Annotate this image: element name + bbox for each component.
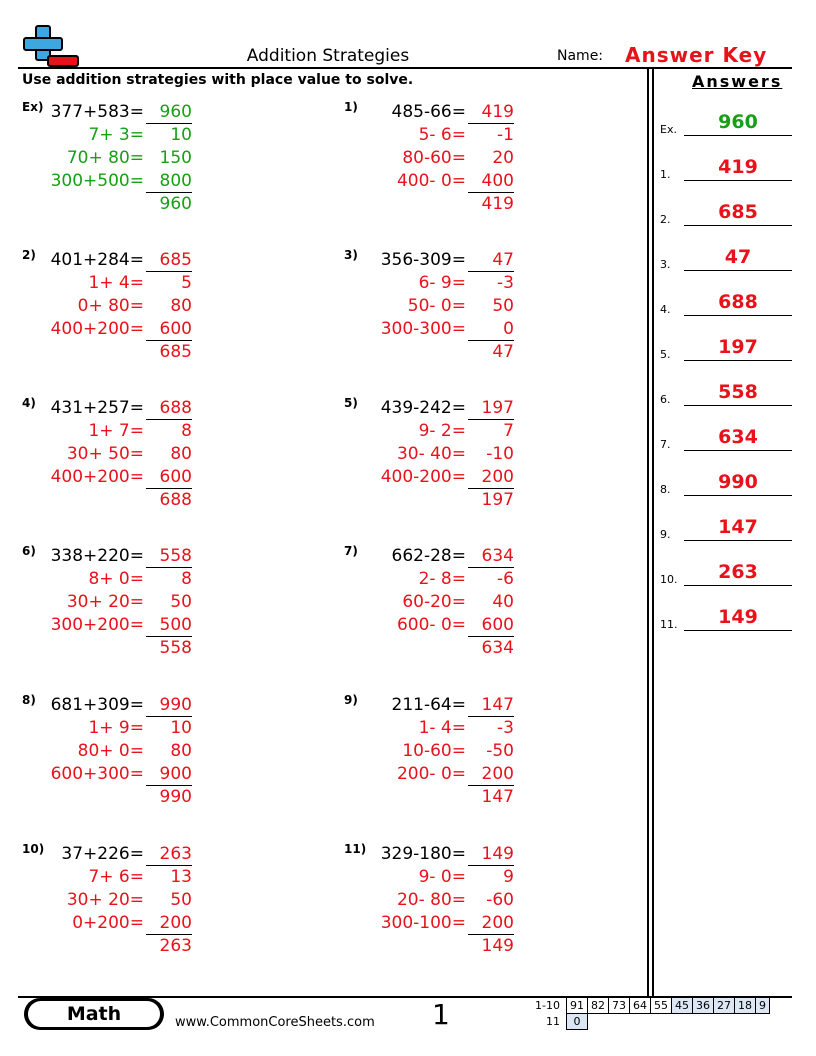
step-expression: 0+200= xyxy=(72,913,144,933)
step-expression: 600- 0= xyxy=(396,615,466,635)
score-cell: 9 xyxy=(755,998,769,1014)
step-value-total: 990 xyxy=(159,787,192,807)
step-value-total: 419 xyxy=(481,194,514,214)
step-value: 419 xyxy=(468,101,514,124)
step-value: -10 xyxy=(486,444,514,464)
step-expression: 400- 0= xyxy=(396,171,466,191)
step-value-total: 688 xyxy=(159,490,192,510)
step-value: -60 xyxy=(486,890,514,910)
score-cell: 82 xyxy=(587,998,608,1014)
step-value: 50 xyxy=(170,890,192,910)
step-expression: 1- 4= xyxy=(418,718,466,738)
step-value: -3 xyxy=(497,718,514,738)
step-value-total: 147 xyxy=(481,787,514,807)
answer-value: 147 xyxy=(684,514,792,541)
problem-number: 4) xyxy=(22,396,36,410)
answers-divider xyxy=(652,67,654,996)
step-value: 200 xyxy=(468,912,514,935)
step-expression: 400+200= xyxy=(50,467,144,487)
step-expression: 30+ 20= xyxy=(66,890,144,910)
step-value: 600 xyxy=(146,318,192,341)
problem-8 xyxy=(22,693,222,813)
step-expression: 60-20= xyxy=(402,592,466,612)
step-value: 990 xyxy=(146,694,192,717)
step-value: 50 xyxy=(170,592,192,612)
problem-4 xyxy=(22,396,222,516)
step-value: 20 xyxy=(492,148,514,168)
subject-label: Math xyxy=(28,1001,160,1027)
problem-7 xyxy=(344,544,544,664)
step-expression: 400+200= xyxy=(50,319,144,339)
step-value: -6 xyxy=(497,569,514,589)
step-expression: 7+ 3= xyxy=(88,125,144,145)
step-expression: 1+ 9= xyxy=(88,718,144,738)
answer-label: 7. xyxy=(660,438,671,451)
step-expression: 200- 0= xyxy=(396,764,466,784)
step-value-total: 263 xyxy=(159,936,192,956)
step-value: 960 xyxy=(146,101,192,124)
page-title: Addition Strategies xyxy=(246,46,410,66)
step-value: 7 xyxy=(503,421,514,441)
problem-number: 9) xyxy=(344,693,358,707)
answer-label: 4. xyxy=(660,303,671,316)
website-text: www.CommonCoreSheets.com xyxy=(175,1015,375,1030)
score-cell: 36 xyxy=(692,998,713,1014)
problem-number: 8) xyxy=(22,693,36,707)
step-value: 150 xyxy=(159,148,192,168)
answer-row xyxy=(660,516,792,543)
step-expression: 211-64= xyxy=(391,695,466,715)
score-cell: 64 xyxy=(629,998,650,1014)
step-value-total: 47 xyxy=(492,342,514,362)
score-cell: 45 xyxy=(671,998,692,1014)
problem-6 xyxy=(22,544,222,664)
score-cell: 27 xyxy=(713,998,734,1014)
step-expression: 300+200= xyxy=(50,615,144,635)
problem-example xyxy=(22,100,222,220)
answer-key-label: Answer Key xyxy=(625,43,768,67)
score-table xyxy=(532,997,770,1030)
answer-value: 419 xyxy=(684,154,792,181)
step-expression: 300+500= xyxy=(50,171,144,191)
step-expression: 9- 2= xyxy=(418,421,466,441)
answer-label: 9. xyxy=(660,528,671,541)
step-value: 8 xyxy=(181,421,192,441)
step-expression: 6- 9= xyxy=(418,273,466,293)
answer-label: Ex. xyxy=(660,123,677,136)
answer-label: 10. xyxy=(660,573,678,586)
step-expression: 600+300= xyxy=(50,764,144,784)
step-expression: 9- 0= xyxy=(418,867,466,887)
problem-3 xyxy=(344,248,544,368)
answer-value: 263 xyxy=(684,559,792,586)
step-value: 10 xyxy=(170,718,192,738)
answer-row xyxy=(660,291,792,318)
answer-value: 47 xyxy=(684,244,792,271)
answer-row xyxy=(660,111,792,138)
problem-number: 11) xyxy=(344,842,367,856)
step-value: 9 xyxy=(503,867,514,887)
step-expression: 20- 80= xyxy=(396,890,466,910)
step-expression: 2- 8= xyxy=(418,569,466,589)
answer-value: 688 xyxy=(684,289,792,316)
problem-10 xyxy=(22,842,222,962)
instructions: Use addition strategies with place value to solve. xyxy=(22,72,414,88)
step-value: 900 xyxy=(146,763,192,786)
answer-value: 197 xyxy=(684,334,792,361)
answer-value: 149 xyxy=(684,604,792,631)
answer-row xyxy=(660,336,792,363)
step-value: -1 xyxy=(497,125,514,145)
step-value: 8 xyxy=(181,569,192,589)
step-expression: 300-100= xyxy=(380,913,466,933)
step-value-total: 149 xyxy=(481,936,514,956)
step-expression: 439-242= xyxy=(380,398,466,418)
step-expression: 681+309= xyxy=(50,695,144,715)
score-cell: 73 xyxy=(608,998,629,1014)
answer-value: 558 xyxy=(684,379,792,406)
answer-value: 990 xyxy=(684,469,792,496)
score-cell: 0 xyxy=(566,1014,587,1030)
step-value: 40 xyxy=(492,592,514,612)
step-value: 47 xyxy=(468,249,514,272)
step-value-total: 634 xyxy=(481,638,514,658)
answer-row xyxy=(660,561,792,588)
page-number: 1 xyxy=(432,998,450,1031)
step-value-total: 197 xyxy=(481,490,514,510)
step-expression: 70+ 80= xyxy=(66,148,144,168)
step-expression: 300-300= xyxy=(380,319,466,339)
step-expression: 8+ 0= xyxy=(88,569,144,589)
score-cell: 18 xyxy=(734,998,755,1014)
step-expression: 30+ 50= xyxy=(66,444,144,464)
step-value: 200 xyxy=(468,763,514,786)
step-value: 600 xyxy=(146,466,192,489)
score-row xyxy=(532,998,769,1014)
step-value: 685 xyxy=(146,249,192,272)
answer-label: 1. xyxy=(660,168,671,181)
name-label: Name: xyxy=(557,48,604,64)
step-expression: 0+ 80= xyxy=(77,296,144,316)
answers-title: Answers xyxy=(692,72,783,91)
step-value: 50 xyxy=(492,296,514,316)
step-expression: 377+583= xyxy=(50,102,144,122)
step-expression: 50- 0= xyxy=(407,296,466,316)
answer-value: 960 xyxy=(684,109,792,136)
answer-label: 3. xyxy=(660,258,671,271)
score-cell: 91 xyxy=(566,998,587,1014)
step-value: 147 xyxy=(468,694,514,717)
step-expression: 356-309= xyxy=(380,250,466,270)
answer-label: 6. xyxy=(660,393,671,406)
step-value: 200 xyxy=(468,466,514,489)
step-expression: 401+284= xyxy=(50,250,144,270)
problem-number: 10) xyxy=(22,842,45,856)
answer-row xyxy=(660,426,792,453)
step-value: -50 xyxy=(486,741,514,761)
problem-5 xyxy=(344,396,544,516)
problem-11 xyxy=(344,842,544,962)
answer-label: 8. xyxy=(660,483,671,496)
problem-number: 6) xyxy=(22,544,36,558)
step-expression: 5- 6= xyxy=(418,125,466,145)
step-value: 688 xyxy=(146,397,192,420)
step-value: 10 xyxy=(170,125,192,145)
answer-row xyxy=(660,246,792,273)
answer-value: 685 xyxy=(684,199,792,226)
answer-row xyxy=(660,156,792,183)
step-expression: 485-66= xyxy=(391,102,466,122)
answer-label: 2. xyxy=(660,213,671,226)
problem-number: Ex) xyxy=(22,100,44,114)
score-row-label: 1-10 xyxy=(535,999,560,1012)
step-value: -3 xyxy=(497,273,514,293)
step-expression: 662-28= xyxy=(391,546,466,566)
problem-number: 5) xyxy=(344,396,358,410)
score-row-label: 11 xyxy=(545,1015,560,1028)
step-expression: 30- 40= xyxy=(396,444,466,464)
step-expression: 10-60= xyxy=(402,741,466,761)
step-value: 558 xyxy=(146,545,192,568)
step-value: 5 xyxy=(181,273,192,293)
step-expression: 7+ 6= xyxy=(88,867,144,887)
header-divider xyxy=(18,67,792,69)
problem-2 xyxy=(22,248,222,368)
step-expression: 338+220= xyxy=(50,546,144,566)
step-value: 0 xyxy=(468,318,514,341)
step-expression: 400-200= xyxy=(380,467,466,487)
answer-label: 11. xyxy=(660,618,678,631)
step-value: 600 xyxy=(468,614,514,637)
answer-row xyxy=(660,606,792,633)
answer-value: 634 xyxy=(684,424,792,451)
step-value: 200 xyxy=(146,912,192,935)
answer-row xyxy=(660,381,792,408)
step-value: 13 xyxy=(170,867,192,887)
problem-number: 7) xyxy=(344,544,358,558)
step-value: 80 xyxy=(170,444,192,464)
step-value-total: 685 xyxy=(159,342,192,362)
problem-number: 1) xyxy=(344,100,358,114)
step-expression: 80+ 0= xyxy=(77,741,144,761)
step-expression: 80-60= xyxy=(402,148,466,168)
problem-number: 3) xyxy=(344,248,358,262)
step-value-total: 960 xyxy=(159,194,192,214)
answers-divider xyxy=(647,67,649,996)
step-value: 634 xyxy=(468,545,514,568)
step-value: 500 xyxy=(146,614,192,637)
step-value: 400 xyxy=(468,170,514,193)
problem-1 xyxy=(344,100,544,220)
step-expression: 37+226= xyxy=(61,844,144,864)
problem-number: 2) xyxy=(22,248,36,262)
problem-9 xyxy=(344,693,544,813)
score-cell: 55 xyxy=(650,998,671,1014)
step-expression: 431+257= xyxy=(50,398,144,418)
answer-label: 5. xyxy=(660,348,671,361)
step-value: 80 xyxy=(170,741,192,761)
step-expression: 329-180= xyxy=(380,844,466,864)
step-value: 800 xyxy=(146,170,192,193)
step-value: 149 xyxy=(468,843,514,866)
step-expression: 30+ 20= xyxy=(66,592,144,612)
step-value: 80 xyxy=(170,296,192,316)
step-value: 197 xyxy=(468,397,514,420)
answer-row xyxy=(660,201,792,228)
step-value: 263 xyxy=(146,843,192,866)
answer-row xyxy=(660,471,792,498)
score-row xyxy=(532,1014,769,1030)
step-value-total: 558 xyxy=(159,638,192,658)
step-expression: 1+ 7= xyxy=(88,421,144,441)
step-expression: 1+ 4= xyxy=(88,273,144,293)
